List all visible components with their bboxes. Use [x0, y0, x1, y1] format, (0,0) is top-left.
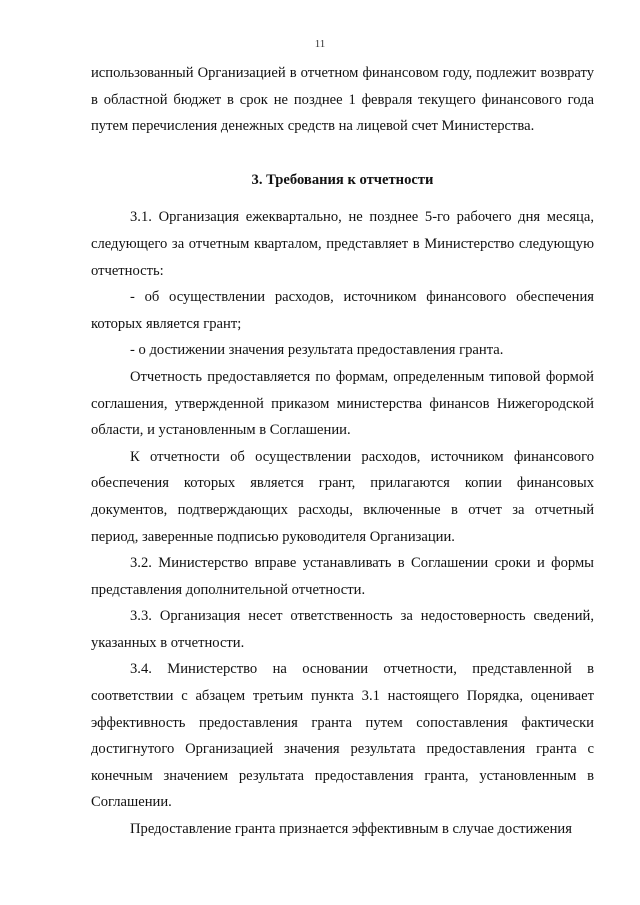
section-heading: 3. Требования к отчетности	[251, 171, 434, 188]
list-item-expenses: - об осуществлении расходов, источником финансового обеспечения которых является грант;	[91, 289, 594, 332]
paragraph-3-1: 3.1. Организация ежеквартально, не позднее 5-го рабочего дня месяца, следующего за отчетным кварталом, представляет в Министерство следующую отчетность:	[91, 209, 594, 279]
paragraph-effectiveness: Предоставление гранта признается эффективным в случае достижения	[130, 821, 572, 838]
list-item-result: - о достижении значения результата предоставления гранта.	[130, 342, 504, 359]
page-number: 11	[314, 38, 326, 50]
paragraph-continuation: использованный Организацией в отчетном финансовом году, подлежит возврату в областной бюджет в срок не позднее 1 февраля текущего финансового года путем перечисления денежных средств на лицевой счет Министерства.	[91, 65, 594, 135]
paragraph-3-3: 3.3. Организация несет ответственность за недостоверность сведений, указанных в отчетности.	[91, 608, 594, 651]
paragraph-attachments: К отчетности об осуществлении расходов, источником финансового обеспечения которых является грант, прилагаются копии финансовых документов, подтверждающих расходы, включенные в отчет за отчетный период, заверенные подписью руководителя Организации.	[91, 448, 594, 545]
paragraph-3-2: 3.2. Министерство вправе устанавливать в Соглашении сроки и формы представления дополнительной отчетности.	[91, 555, 594, 598]
heading-spacer	[91, 193, 594, 204]
document-body	[91, 60, 594, 843]
paragraph-report-forms: Отчетность предоставляется по формам, определенным типовой формой соглашения, утвержденной приказом министерства финансов Нижегородской области, и установленным в Соглашении.	[91, 368, 594, 439]
paragraph-3-4: 3.4. Министерство на основании отчетности, представленной в соответствии с абзацем третьим пункта 3.1 настоящего Порядка, оценивает эффективность предоставления гранта путем сопоставления фактически достигнутого Организацией значения результата предоставления гранта с конечным значением результата предоставления гранта, установленным в Соглашении.	[91, 661, 594, 811]
